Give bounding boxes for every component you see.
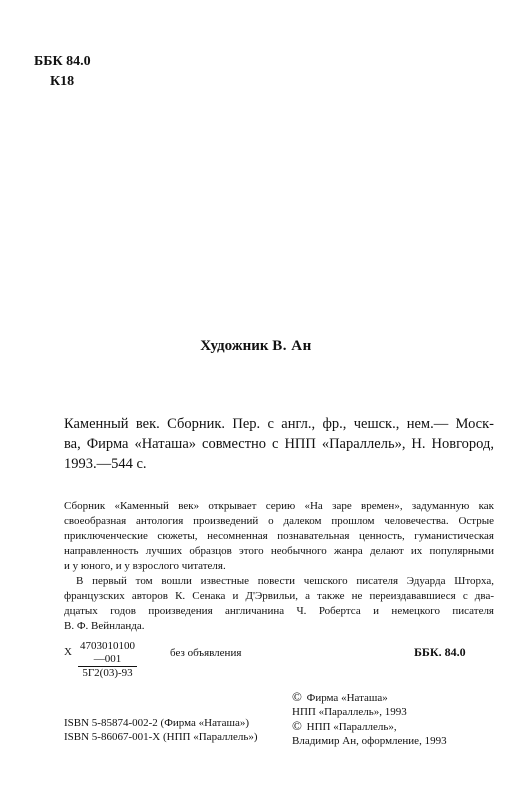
annotation-line: дцатых годов произведения англичанина Ч. Робертса и немецкого писателя [64, 605, 494, 617]
artist-name: В. Ан [272, 338, 312, 354]
classification-denominator: 5Г2(03)-93 [82, 667, 133, 679]
copyright-line: © Фирма «Наташа» [292, 689, 388, 704]
copyright-icon: © [292, 689, 302, 704]
bbk-footer: ББК. 84.0 [414, 645, 466, 659]
copyright-line: © НПП «Параллель», [292, 718, 397, 733]
author-mark: К18 [50, 74, 75, 89]
bibliographic-line: 1993.—544 с. [64, 456, 147, 472]
bbk-code: ББК 84.0 [34, 54, 91, 69]
copyright-line: НПП «Параллель», 1993 [292, 706, 407, 718]
annotation-line: и у юного, и у взрослого читателя. [64, 560, 226, 572]
copyright-icon: © [292, 718, 302, 733]
annotation-line: Сборник «Каменный век» открывает серию «На заре времен», задуманную как [64, 500, 494, 512]
annotation-line: В. Ф. Вейнланда. [64, 620, 145, 632]
artist-role: Художник [200, 338, 269, 354]
classification-fraction [78, 640, 137, 680]
annotation [64, 499, 494, 634]
isbn-block [64, 716, 258, 744]
annotation-line: своеобразная антология произведений о далеком прошлом человечества. Острые [64, 515, 494, 527]
artist-credit [0, 338, 512, 355]
bibliographic-line: Каменный век. Сборник. Пер. с англ., фр., чешск., нем.— Моск- [64, 416, 494, 432]
annotation-line: В первый том вошли известные повести чешского писателя Эдуарда Шторха, [76, 575, 494, 587]
bibliographic-line: ва, Фирма «Наташа» совместно с НПП «Параллель», Н. Новгород, [64, 436, 494, 452]
bbk-header [34, 52, 91, 92]
classification-x: Х [64, 646, 72, 658]
copyright-block [292, 690, 447, 748]
bibliographic-description [64, 414, 494, 474]
annotation-line: приключенческие сюжеты, несомненная познавательная ценность, гуманистическая [64, 530, 494, 542]
isbn-line: ISBN 5-86067-001-Х (НПП «Параллель») [64, 731, 258, 743]
classification-note: без объявления [170, 647, 242, 659]
annotation-line: французских авторов К. Сенака и Д'Эрвильи, а также не переиздававшиеся с два- [64, 590, 494, 602]
copyright-line: Владимир Ан, оформление, 1993 [292, 735, 447, 747]
isbn-line: ISBN 5-85874-002-2 (Фирма «Наташа») [64, 717, 250, 729]
annotation-line: направленность лучших образцов этого необычного жанра делают их популярными [64, 545, 494, 557]
classification-numerator: 4703010100—001 [80, 640, 135, 665]
